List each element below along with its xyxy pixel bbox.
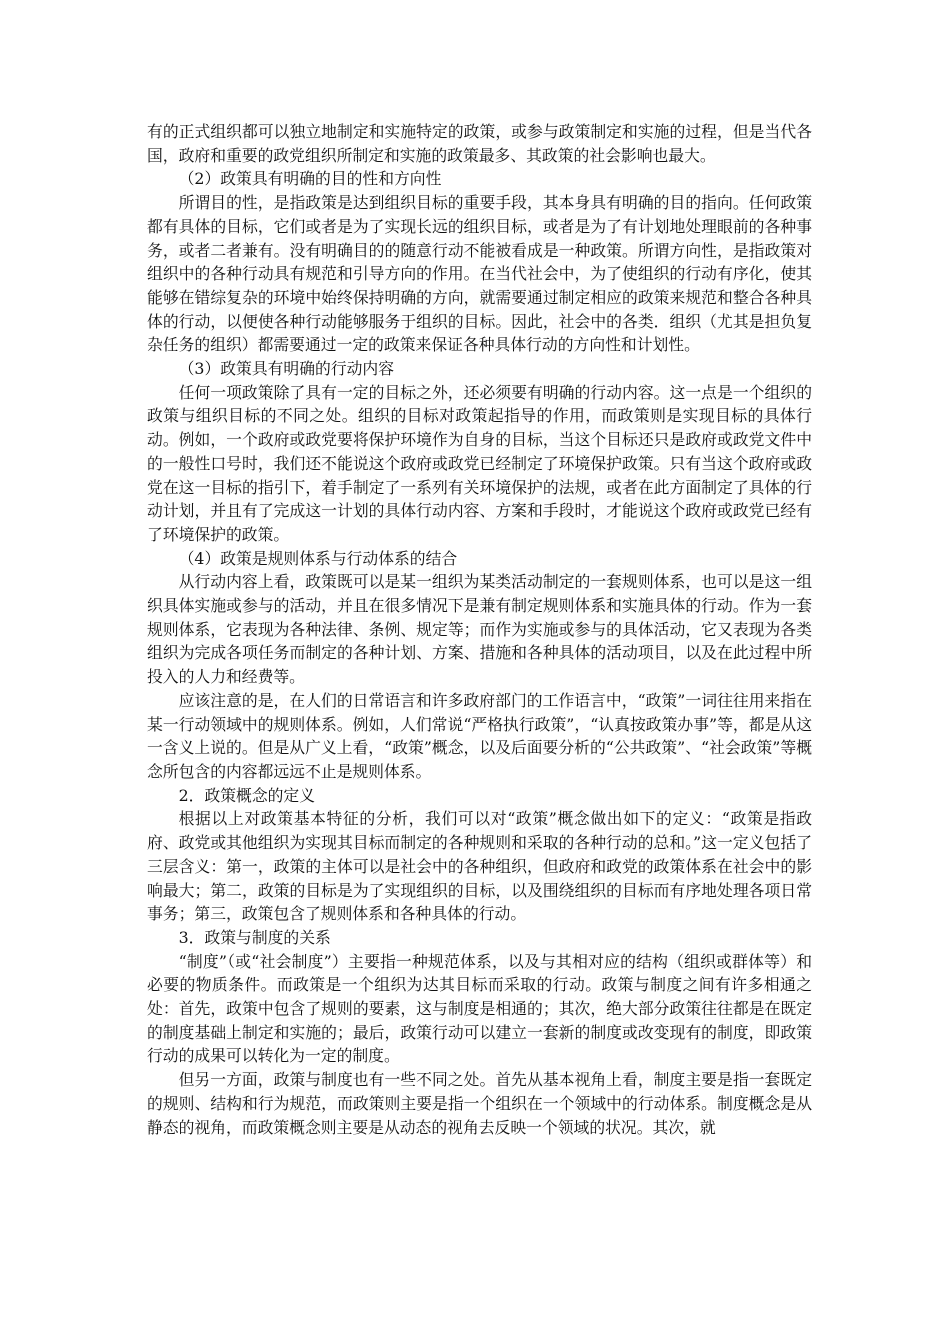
document-page bbox=[147, 120, 812, 1139]
section-heading-definition: 2．政策概念的定义 bbox=[178, 785, 316, 805]
paragraph-policy-institution: “制度”（或“社会制度”）主要指一种规范体系，以及与其相对应的结构（组织或群体等）和必要的物质条件。而政策是一个组织为达其目标而采取的行动。政策与制度之间有许多相通之处：首先，政策中包含了规则的要素，这与制度是相通的；其次，绝大部分政策往往都是在既定的制度基础上制定和实施的；最后，政策行动可以建立一套新的制度或改变现有的制度，即政策行动的成果可以转化为一定的制度。 bbox=[147, 951, 812, 1066]
section-heading-action-content: （3）政策具有明确的行动内容 bbox=[178, 359, 395, 379]
section-heading-policy-institution: 3．政策与制度的关系 bbox=[178, 927, 331, 947]
section-heading-purpose: （2）政策具有明确的目的性和方向性 bbox=[178, 169, 442, 189]
section-heading-rules-actions: （4）政策是规则体系与行动体系的结合 bbox=[178, 548, 458, 568]
paragraph-continuation: 有的正式组织都可以独立地制定和实施特定的政策，或参与政策制定和实施的过程，但是当代各国，政府和重要的政党组织所制定和实施的政策最多、其政策的社会影响也最大。 bbox=[147, 122, 812, 165]
paragraph-action-content: 任何一项政策除了具有一定的目标之外，还必须要有明确的行动内容。这一点是一个组织的政策与组织目标的不同之处。组织的目标对政策起指导的作用，而政策则是实现目标的具体行动。例如，一个政府或政党要将保护环境作为自身的目标，当这个目标还只是政府或政党文件中的一般性口号时，我们还不能说这个政府或政党已经制定了环境保护政策。只有当这个政府或政党在这一目标的指引下，着手制定了一系列有关环境保护的法规，或者在此方面制定了具体的行动计划，并且有了完成这一计划的具体行动内容、方案和手段时，才能说这个政府或政党已经有了环境保护的政策。 bbox=[147, 382, 812, 544]
paragraph-note: 应该注意的是，在人们的日常语言和许多政府部门的工作语言中，“政策”一词往往用来指在某一行动领域中的规则体系。例如，人们常说“严格执行政策”，“认真按政策办事”等，都是从这一含义上说的。但是从广义上看，“政策”概念，以及后面要分析的“公共政策”、“社会政策”等概念所包含的内容都远远不止是规则体系。 bbox=[147, 690, 812, 781]
paragraph-differences: 但另一方面，政策与制度也有一些不同之处。首先从基本视角上看，制度主要是指一套既定的规则、结构和行为规范，而政策则主要是指一个组织在一个领域中的行动体系。制度概念是从静态的视角，而政策概念则主要是从动态的视角去反映一个领域的状况。其次，就 bbox=[147, 1070, 812, 1137]
paragraph-rules-actions: 从行动内容上看，政策既可以是某一组织为某类活动制定的一套规则体系，也可以是这一组织具体实施或参与的活动，并且在很多情况下是兼有制定规则体系和实施具体的行动。作为一套规则体系，它表现为各种法律、条例、规定等；而作为实施或参与的具体活动，它又表现为各类组织为完成各项任务而制定的各种计划、方案、措施和各种具体的活动项目，以及在此过程中所投入的人力和经费等。 bbox=[147, 572, 812, 687]
paragraph-definition: 根据以上对政策基本特征的分析，我们可以对“政策”概念做出如下的定义：“政策是指政府、政党或其他组织为实现其目标而制定的各种规则和采取的各种行动的总和。”这一定义包括了三层含义：第一，政策的主体可以是社会中的各种组织，但政府和政党的政策体系在社会中的影响最大；第二，政策的目标是为了实现组织的目标，以及围绕组织的目标而有序地处理各项日常事务；第三，政策包含了规则体系和各种具体的行动。 bbox=[147, 809, 812, 924]
paragraph-purpose: 所谓目的性，是指政策是达到组织目标的重要手段，其本身具有明确的目的指向。任何政策都有具体的目标，它们或者是为了实现长远的组织目标，或者是为了有计划地处理眼前的各种事务，或者二者兼有。没有明确目的的随意行动不能被看成是一种政策。所谓方向性，是指政策对组织中的各种行动具有规范和引导方向的作用。在当代社会中，为了使组织的行动有序化，使其能够在错综复杂的环境中始终保持明确的方向，就需要通过制定相应的政策来规范和整合各种具体的行动，以便使各种行动能够服务于组织的目标。因此，社会中的各类．组织（尤其是担负复杂任务的组织）都需要通过一定的政策来保证各种具体行动的方向性和计划性。 bbox=[147, 193, 812, 355]
